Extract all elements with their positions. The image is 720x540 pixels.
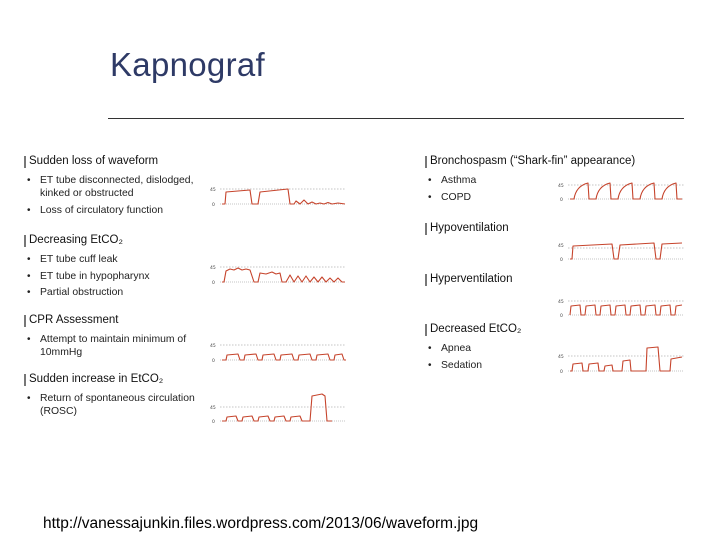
panel-heading: Decreasing EtCO₂ xyxy=(26,234,123,246)
svg-text:0: 0 xyxy=(212,420,215,425)
svg-text:45: 45 xyxy=(210,266,216,271)
bullet-dot-icon: • xyxy=(27,393,31,404)
svg-text:45: 45 xyxy=(558,355,564,360)
waveform-cpr xyxy=(210,340,350,364)
bullet-dot-icon: • xyxy=(428,359,432,371)
bullet-dot-icon: • xyxy=(27,204,31,216)
co2-trace xyxy=(222,394,332,421)
bullet-dot-icon: • xyxy=(428,191,432,203)
svg-text:45: 45 xyxy=(210,406,216,411)
co2-trace xyxy=(222,354,346,360)
co2-trace xyxy=(222,189,345,204)
bullet-item: • COPD xyxy=(428,191,472,203)
bullet-dot-icon: • xyxy=(27,254,31,265)
panel-heading: Decreased EtCO₂ xyxy=(427,323,521,335)
waveform-decreased xyxy=(558,344,686,376)
bullet-item: • ET tube cuff leak xyxy=(27,254,118,265)
title-divider xyxy=(108,118,684,119)
bullet-item: • Apnea xyxy=(428,343,472,354)
waveform-hyperventilation xyxy=(558,294,686,320)
panel-heading: CPR Assessment xyxy=(26,314,118,326)
svg-text:45: 45 xyxy=(558,184,564,189)
bullet-list xyxy=(26,253,206,303)
bullet-list xyxy=(26,392,206,422)
bullet-dot-icon: • xyxy=(428,175,432,186)
bullet-item: • Asthma xyxy=(428,175,477,186)
bullet-item: • Attempt to maintain minimum of 10mmHg xyxy=(27,334,187,358)
svg-text:0: 0 xyxy=(212,281,215,286)
waveform-decreasing xyxy=(210,262,350,286)
waveform-bronchospasm xyxy=(558,178,686,204)
waveform-sudden-increase xyxy=(210,392,350,426)
bullet-item: • Sedation xyxy=(428,359,483,371)
co2-trace xyxy=(222,268,345,282)
svg-text:0: 0 xyxy=(560,370,563,375)
bullet-item: • ET tube disconnected, dislodged, kinked or obstructed xyxy=(27,175,194,199)
bullet-item: • Loss of circulatory function xyxy=(27,204,164,216)
bullet-dot-icon: • xyxy=(27,334,31,345)
panel-heading: Sudden increase in EtCO₂ xyxy=(26,373,163,385)
waveform-sudden-loss xyxy=(210,184,350,208)
svg-text:0: 0 xyxy=(560,198,563,203)
bullet-dot-icon: • xyxy=(428,343,432,354)
bullet-list xyxy=(427,342,547,375)
svg-text:45: 45 xyxy=(210,188,216,193)
bullet-dot-icon: • xyxy=(27,287,31,298)
svg-text:0: 0 xyxy=(212,203,215,208)
co2-trace xyxy=(570,243,682,259)
slide-title: Kapnograf xyxy=(110,46,265,83)
co2-trace xyxy=(570,305,682,315)
svg-text:45: 45 xyxy=(558,300,564,305)
bullet-item: • Return of spontaneous circulation (ROSC) xyxy=(27,393,195,417)
svg-text:45: 45 xyxy=(210,344,216,349)
svg-text:0: 0 xyxy=(560,258,563,263)
co2-trace xyxy=(570,347,682,371)
bullet-item: • Partial obstruction xyxy=(27,287,124,298)
bullet-list xyxy=(26,174,206,220)
svg-text:0: 0 xyxy=(560,314,563,319)
bullet-list xyxy=(26,333,206,363)
svg-text:45: 45 xyxy=(558,244,564,249)
source-url: http://vanessajunkin.files.wordpress.com/2013/06/waveform.jpg xyxy=(43,515,479,532)
waveform-hypoventilation xyxy=(558,238,686,264)
bullet-item: • ET tube in hypopharynx xyxy=(27,270,150,282)
svg-text:0: 0 xyxy=(212,359,215,364)
panel-heading: Sudden loss of waveform xyxy=(26,155,158,167)
bullet-dot-icon: • xyxy=(27,175,31,186)
panel-heading: Hyperventilation xyxy=(427,273,512,285)
panel-heading: Bronchospasm (“Shark-fin” appearance) xyxy=(427,155,635,167)
co2-trace xyxy=(570,183,682,199)
bullet-list xyxy=(427,174,547,207)
bullet-dot-icon: • xyxy=(27,270,31,282)
panel-heading: Hypoventilation xyxy=(427,222,509,234)
